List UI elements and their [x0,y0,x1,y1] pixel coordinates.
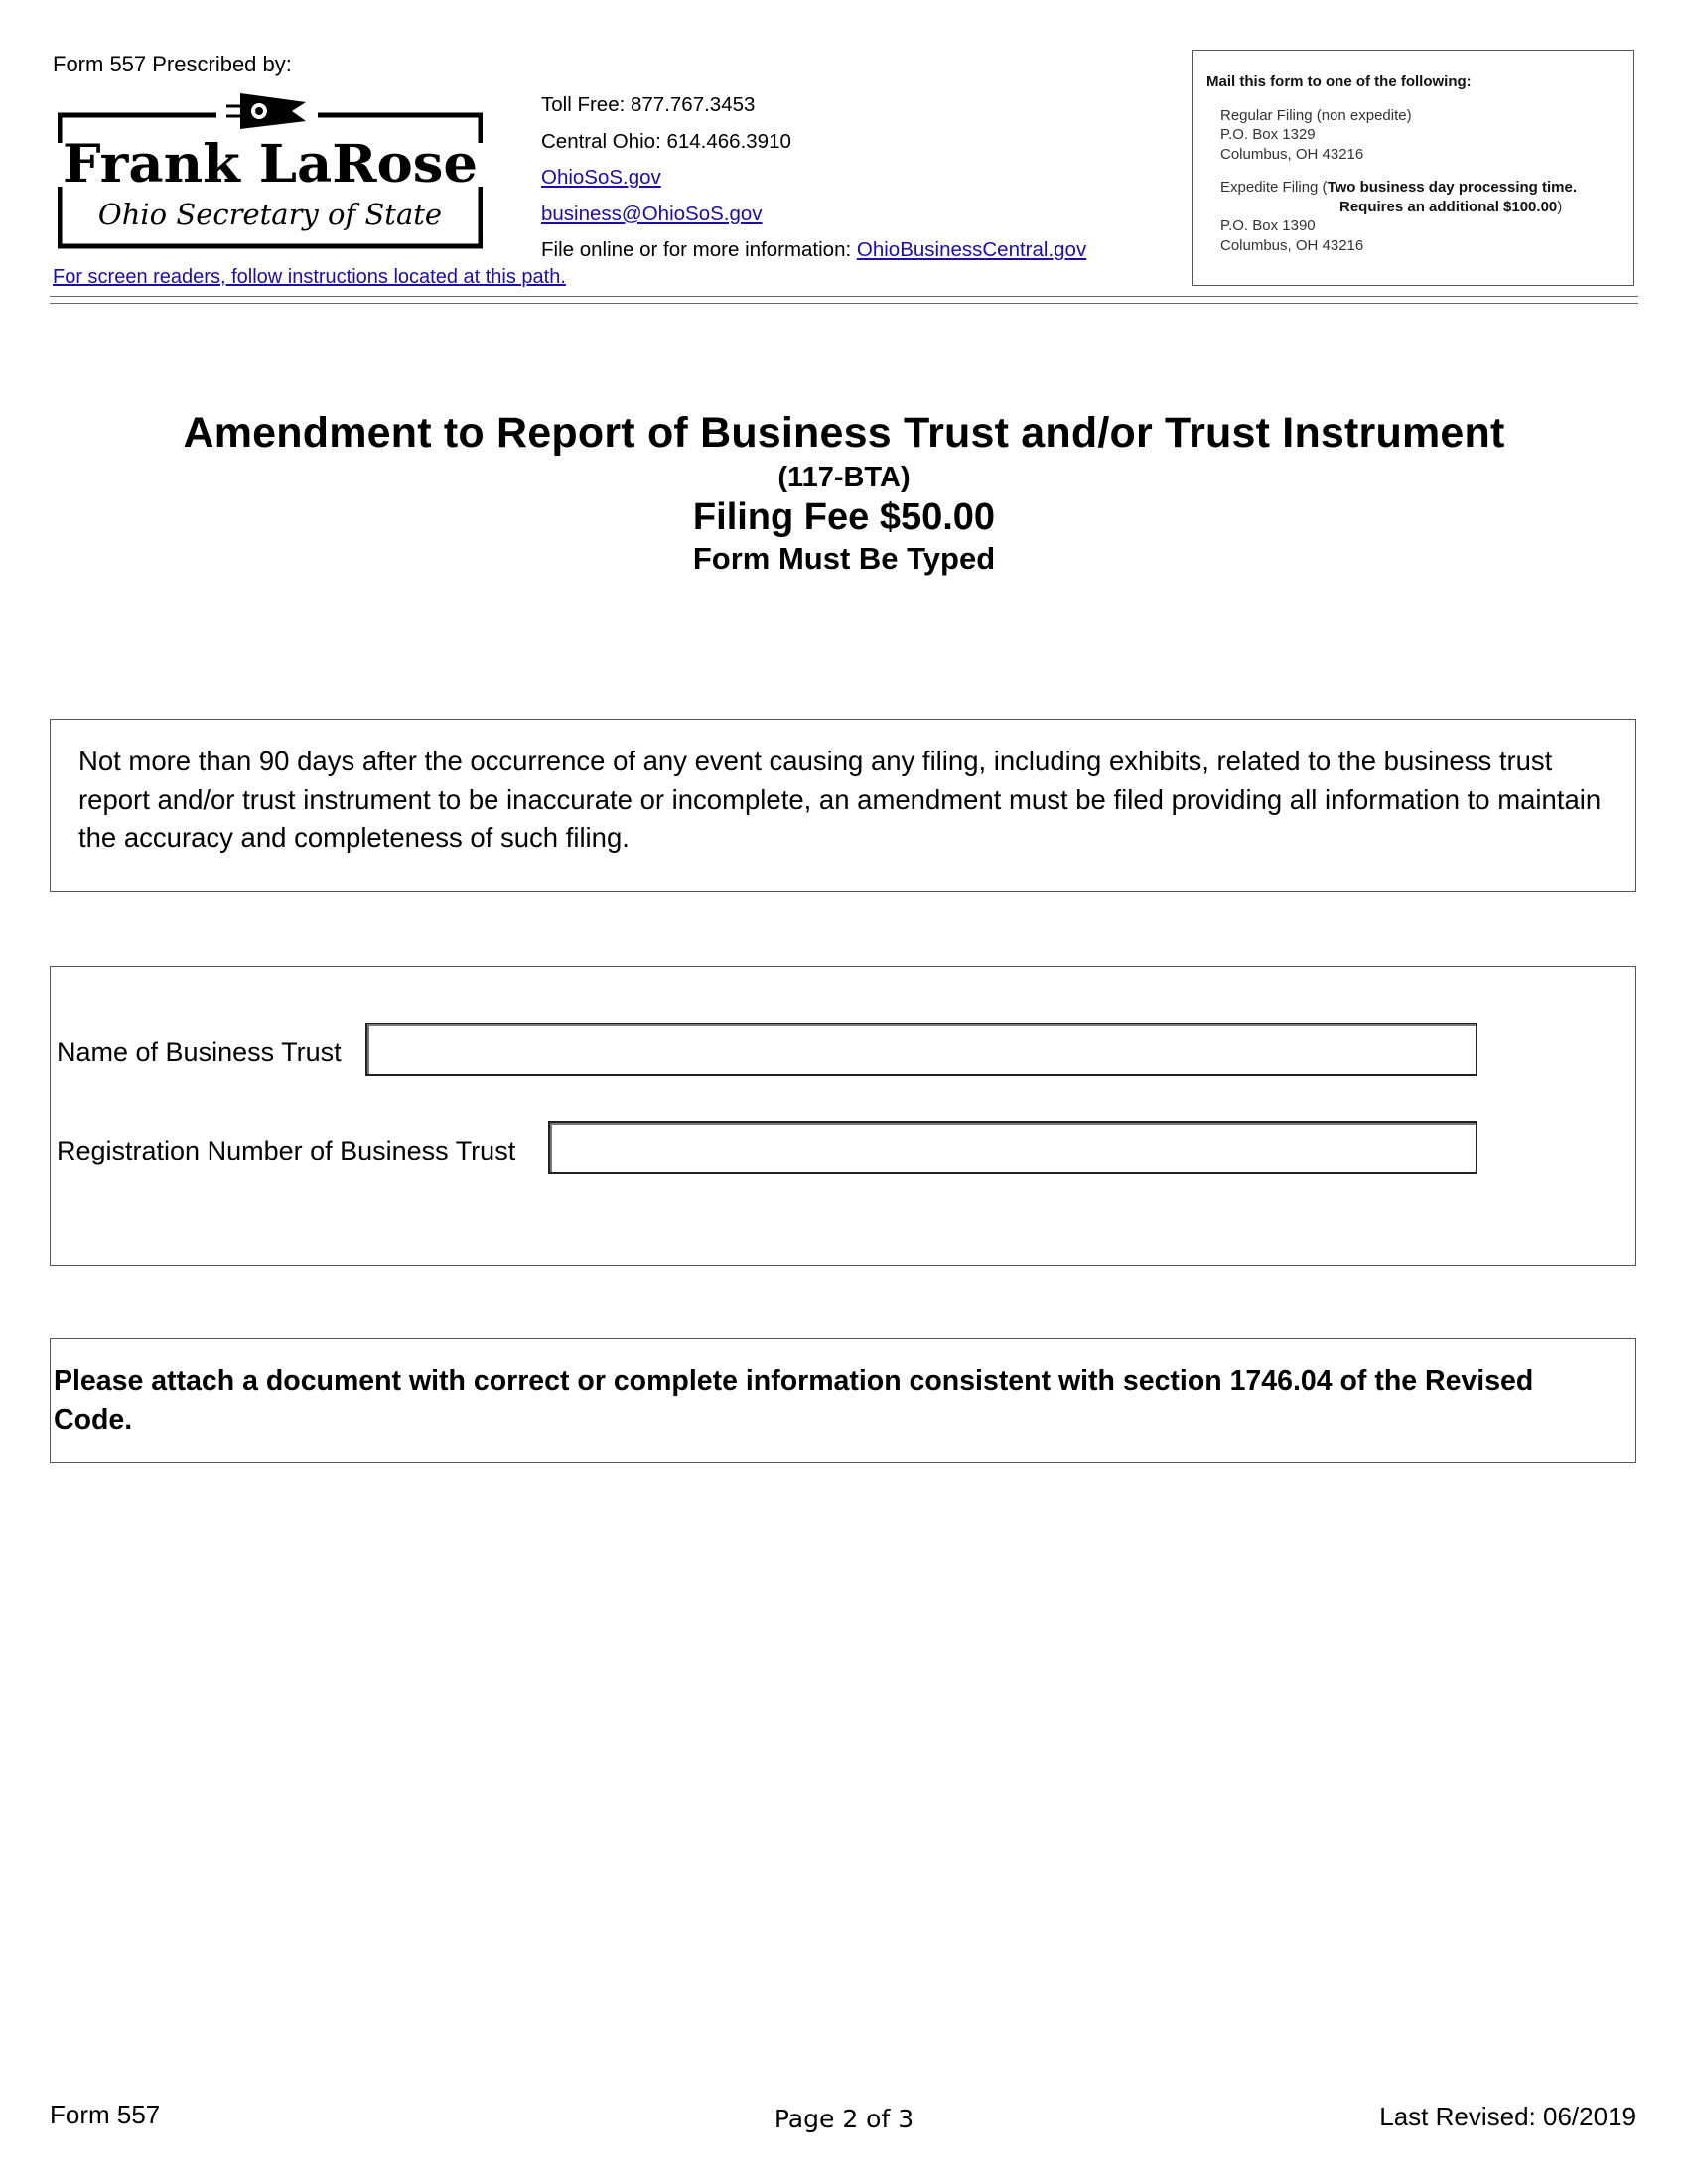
attach-document-note: Please attach a document with correct or complete information consistent with section 1746.04 of the Revised Code. [54,1365,1534,1435]
expedite-po-box: P.O. Box 1390 [1220,217,1316,234]
contact-info [541,87,1086,269]
form-code: (117-BTA) [777,462,911,493]
email-link[interactable]: business@OhioSoS.gov [541,202,763,225]
registration-number-label: Registration Number of Business Trust [57,1136,516,1165]
website-link[interactable]: OhioSoS.gov [541,166,661,189]
expedite-filing-label: Expedite Filing ( [1220,179,1328,196]
prescribed-by-label: Form 557 Prescribed by: [53,52,292,76]
form-title-block [0,409,1688,577]
last-revised: Last Revised: 06/2019 [1379,2102,1636,2131]
footer-form-number: Form 557 [50,2100,161,2129]
trust-name-input[interactable] [365,1023,1477,1076]
mail-heading: Mail this form to one of the following: [1206,73,1472,90]
logo-subtitle: Ohio Secretary of State [97,198,443,231]
regular-city: Columbus, OH 43216 [1220,145,1364,163]
header-divider-second [50,303,1638,304]
trust-name-label: Name of Business Trust [57,1037,342,1067]
ohio-flag-icon [226,93,306,129]
expedite-note-2: Requires an additional $100.00 [1339,198,1558,215]
central-ohio-phone: Central Ohio: 614.466.3910 [541,129,791,153]
page-number: Page 2 of 3 [774,2105,914,2133]
regular-filing-label: Regular Filing (non expedite) [1220,106,1412,124]
logo-name: Frank LaRose [63,134,478,195]
form-typed-notice: Form Must Be Typed [692,541,996,576]
trust-fields-box [50,966,1636,1266]
secretary-of-state-logo [58,91,483,250]
expedite-note-1: Two business day processing time. [1327,179,1578,196]
form-title: Amendment to Report of Business Trust and/or Trust Instrument [183,409,1505,457]
regular-po-box: P.O. Box 1329 [1220,126,1316,143]
header-divider [50,296,1638,297]
expedite-filing-line [1206,178,1633,198]
file-online-label: File online or for more information: [541,238,857,261]
business-central-link[interactable]: OhioBusinessCentral.gov [856,238,1087,261]
file-online-line [541,232,1086,269]
toll-free: Toll Free: 877.767.3453 [541,93,756,116]
registration-number-input[interactable] [548,1121,1477,1174]
screen-reader-link[interactable]: For screen readers, follow instructions located at this path. [53,266,566,288]
mail-instructions-box [1192,50,1634,286]
expedite-note-line [1206,198,1633,217]
amendment-notice: Not more than 90 days after the occurrence of any event causing any filing, including exhibits, related to the business trust report and/or trust instrument to be inaccurate or incomplete, an amendment must be filed providing all information to maintain the accuracy and completeness of such filing. [78,746,1602,853]
filing-fee: Filing Fee $50.00 [692,496,996,538]
expedite-city: Columbus, OH 43216 [1220,236,1364,254]
expedite-close: ) [1557,198,1563,215]
